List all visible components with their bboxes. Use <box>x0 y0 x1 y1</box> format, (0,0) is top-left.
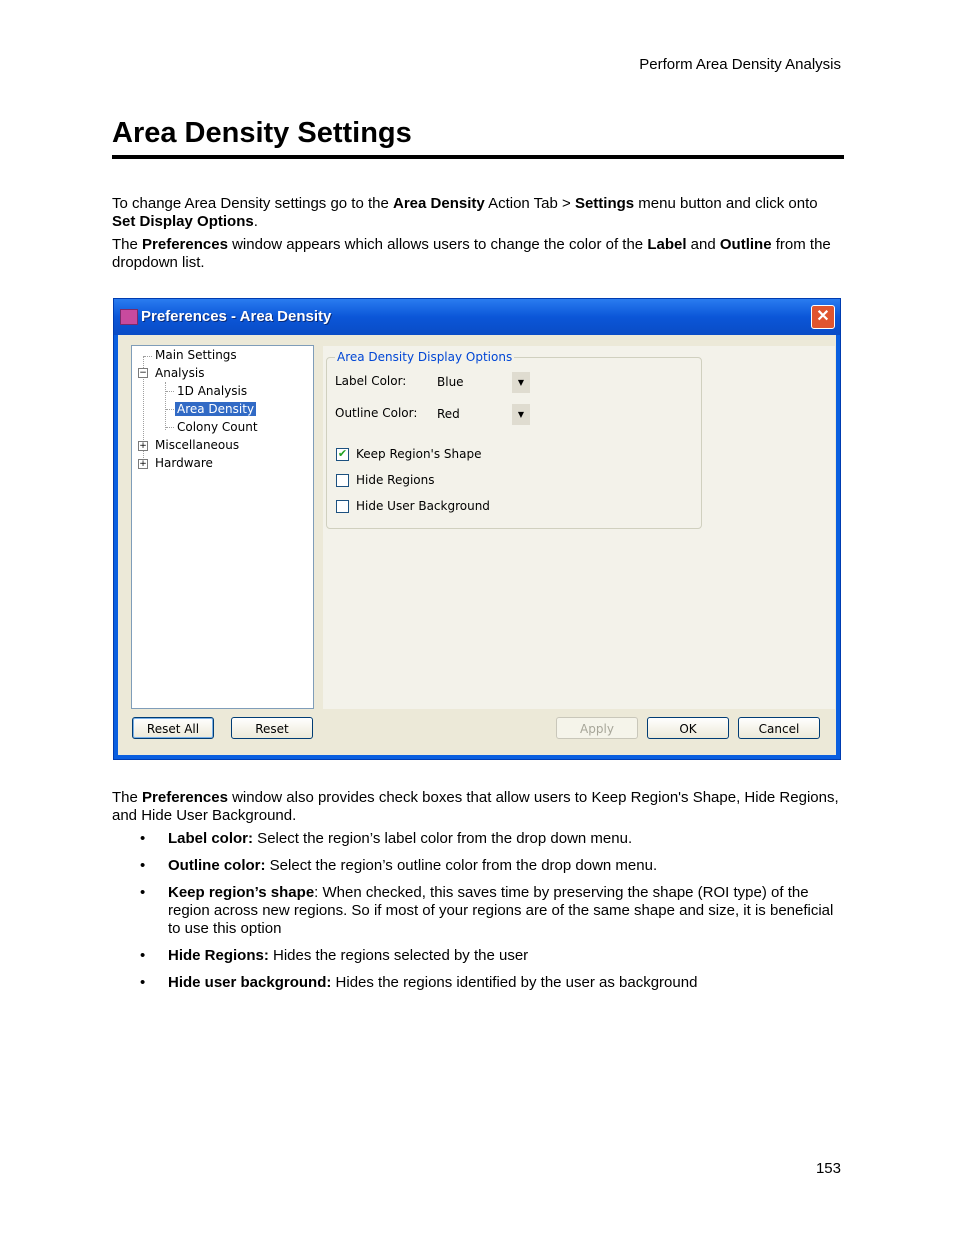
running-header: Perform Area Density Analysis <box>639 56 841 73</box>
outline-color-dropdown[interactable] <box>433 404 530 425</box>
label-color-value: Blue <box>437 375 464 389</box>
reset-button[interactable]: Reset <box>231 717 313 739</box>
list-item: • Outline color: Select the region’s outline color from the drop down menu. <box>140 857 840 875</box>
label-color-label: Label Color: <box>335 374 407 388</box>
tree-item-1d-analysis[interactable]: 1D Analysis <box>177 384 248 398</box>
cancel-button[interactable]: Cancel <box>738 717 820 739</box>
reset-all-button[interactable]: Reset All <box>132 717 214 739</box>
keep-shape-label[interactable]: Keep Region's Shape <box>356 447 482 461</box>
chevron-down-icon[interactable]: ▼ <box>512 404 530 425</box>
intro-paragraph-2: The Preferences window appears which allows users to change the color of the Label and Outline from the dropdown list. <box>112 236 831 271</box>
ok-button[interactable]: OK <box>647 717 729 739</box>
hide-background-label[interactable]: Hide User Background <box>356 499 490 513</box>
preferences-window <box>113 298 841 760</box>
list-item: • Keep region’s shape: When checked, this saves time by preserving the shape (ROI type) of the region across new regions. So if most of your regions are of the same shape and size, it is beneficial to use this option <box>140 884 840 938</box>
apply-button[interactable]: Apply <box>556 717 638 739</box>
expand-icon[interactable]: + <box>139 459 147 469</box>
keep-shape-checkbox[interactable]: ✔ <box>337 448 348 460</box>
expand-icon[interactable]: + <box>139 441 147 451</box>
hide-regions-label[interactable]: Hide Regions <box>356 473 435 487</box>
close-button[interactable] <box>811 305 835 329</box>
tree-item-colony-count[interactable]: Colony Count <box>177 420 258 434</box>
options-list <box>140 830 840 1001</box>
label-color-dropdown[interactable] <box>433 372 530 393</box>
title-rule <box>112 155 844 159</box>
list-item: • Label color: Select the region’s label color from the drop down menu. <box>140 830 840 848</box>
chevron-down-icon[interactable]: ▼ <box>512 372 530 393</box>
page-number: 153 <box>815 1160 841 1177</box>
outline-color-label: Outline Color: <box>335 406 418 420</box>
tree-item-main-settings[interactable]: Main Settings <box>155 348 237 362</box>
display-options-group <box>326 350 702 529</box>
list-item: • Hide user background: Hides the regions identified by the user as background <box>140 974 840 992</box>
window-title: Preferences - Area Density <box>141 308 332 325</box>
hide-background-checkbox[interactable] <box>336 500 349 513</box>
window-client-area <box>118 335 836 755</box>
close-icon: ✕ <box>816 308 830 325</box>
intro-paragraph-1: To change Area Density settings go to the Area Density Action Tab > Settings menu button and click onto Set Display Options. <box>112 195 818 230</box>
tree-item-analysis[interactable]: Analysis <box>155 366 205 380</box>
after-paragraph: The Preferences window also provides check boxes that allow users to Keep Region's Shape, Hide Regions, and Hide User Background. <box>112 789 839 824</box>
hide-regions-checkbox[interactable] <box>336 474 349 487</box>
page-title: Area Density Settings <box>112 117 412 149</box>
settings-tree[interactable] <box>131 345 314 709</box>
list-item: • Hide Regions: Hides the regions selected by the user <box>140 947 840 965</box>
window-titlebar[interactable] <box>114 299 840 335</box>
tree-item-miscellaneous[interactable]: Miscellaneous <box>155 438 240 452</box>
collapse-icon[interactable]: − <box>139 368 147 378</box>
tree-item-area-density[interactable]: Area Density <box>177 402 255 416</box>
app-icon <box>120 309 138 325</box>
outline-color-value: Red <box>437 407 460 421</box>
settings-panel <box>323 346 835 709</box>
tree-item-hardware[interactable]: Hardware <box>155 456 213 470</box>
group-title: Area Density Display Options <box>337 350 513 364</box>
